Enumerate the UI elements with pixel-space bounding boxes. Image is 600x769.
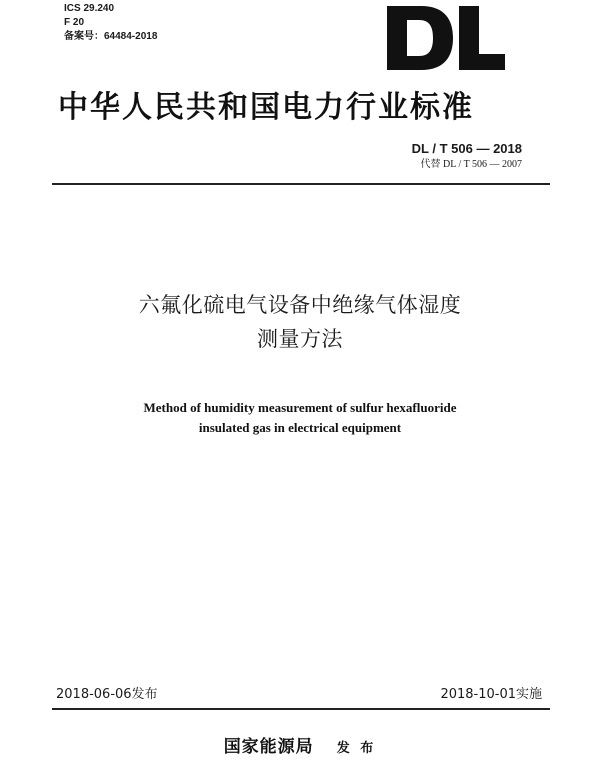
replaces-standard: 代替 DL / T 506 — 2007 [420, 159, 522, 170]
publisher-line [0, 732, 600, 757]
english-title-line-2: insulated gas in electrical equipment [198, 420, 402, 435]
header-rule [52, 183, 550, 185]
chinese-title-line-2: 测量方法 [257, 327, 343, 351]
chinese-title-line-1: 六氟化硫电气设备中绝缘气体湿度 [138, 293, 462, 317]
publish-action: 发 布 [336, 741, 377, 756]
ics-code: ICS 29.240 [64, 3, 115, 14]
record-number: 备案号：64484-2018 [64, 31, 158, 42]
chinese-title [0, 288, 600, 356]
issue-date: 2018-06-06发布 [56, 687, 158, 702]
issuing-authority-title: 中华人民共和国电力行业标准 [58, 90, 474, 125]
footer-rule [52, 708, 550, 710]
english-title [0, 398, 600, 438]
standard-number-block [412, 140, 522, 172]
publisher-name: 国家能源局 [223, 737, 314, 757]
implementation-date: 2018-10-01实施 [440, 687, 542, 702]
english-title-line-1: Method of humidity measurement of sulfur hexafluoride [143, 400, 457, 415]
dl-logo [387, 6, 505, 70]
logo-letter-l [459, 6, 505, 70]
standard-code: DL / T 506 — 2018 [411, 141, 522, 156]
logo-letter-d [387, 6, 453, 70]
classification-block [64, 2, 157, 44]
category-code: F 20 [64, 17, 85, 28]
